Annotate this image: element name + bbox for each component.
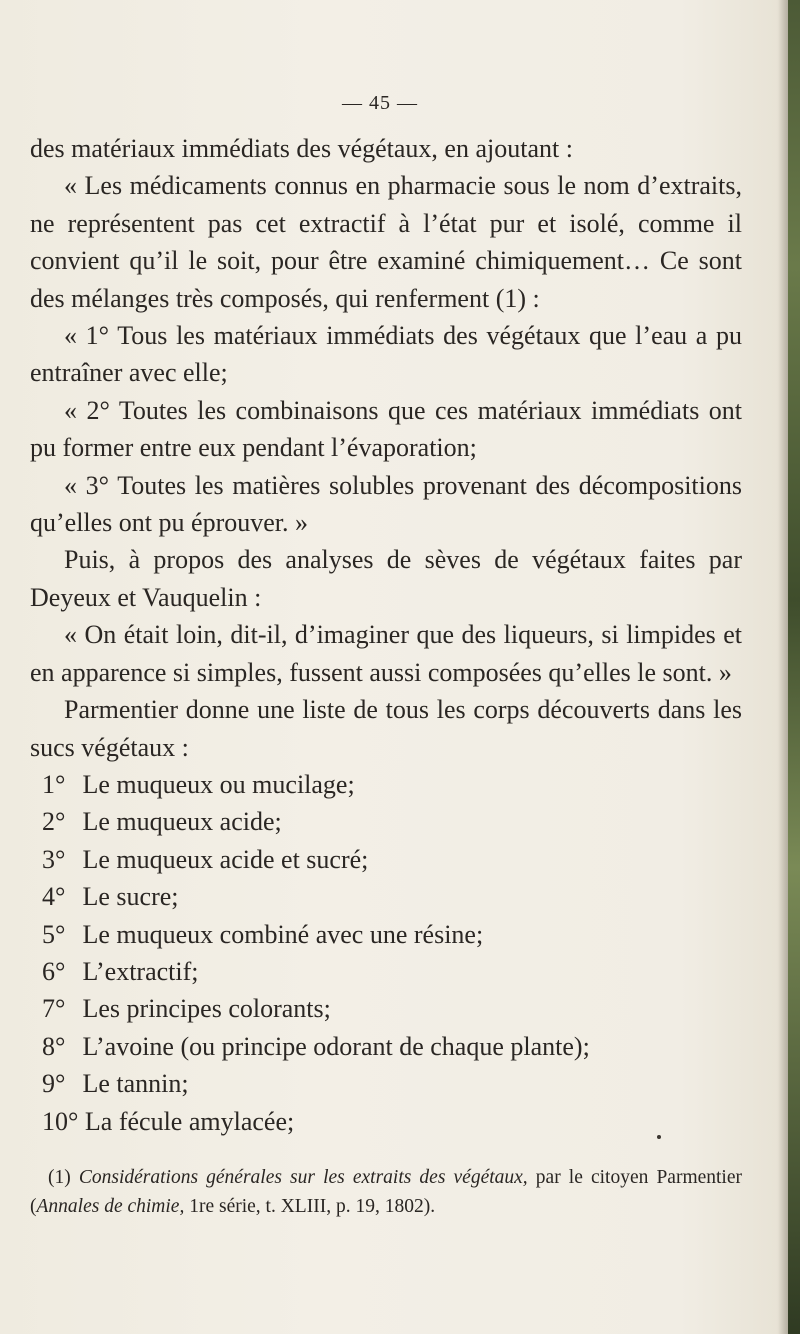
paragraph: « Les médicaments connus en pharmacie sous le nom d’extraits, ne représentent pas cet extractif à l’état pur et isolé, comme il convient qu’il le soit, pour être examiné chimiquement… Ce sont des mélanges très composés, qui renferment (1) : <box>30 171 742 313</box>
list-text: Les principes colorants; <box>82 994 331 1024</box>
footnote <box>30 1163 742 1221</box>
paragraph: « On était loin, dit-il, d’imaginer que des liqueurs, si limpides et en apparence si simples, fussent aussi composées qu’elles le sont. » <box>30 620 742 687</box>
list-text: Le tannin; <box>82 1069 189 1099</box>
ink-speck <box>657 1135 661 1139</box>
list-number: 4° <box>42 882 66 912</box>
list-item <box>30 803 742 840</box>
list-item <box>30 1103 742 1140</box>
list-number: 9° <box>42 1069 66 1099</box>
paragraph: « 2° Toutes les combinaisons que ces matériaux immédiats ont pu former entre eux pendant l’évaporation; <box>30 395 742 463</box>
list-number: 5° <box>42 919 66 949</box>
list-number: 8° <box>42 1031 66 1061</box>
list-text: Le muqueux combiné avec une résine; <box>82 919 484 949</box>
page-edge-shadow <box>778 0 788 1334</box>
list-item <box>30 1065 742 1102</box>
list-text: La fécule amylacée; <box>84 1106 295 1136</box>
list-number: 7° <box>42 994 66 1024</box>
list-text: Le muqueux acide; <box>82 807 282 837</box>
list-item <box>30 878 742 915</box>
paragraph: Parmentier donne une liste de tous les corps découverts dans les sucs végétaux : <box>30 695 742 762</box>
footnote-text: par le citoyen Parmentier ( <box>30 1167 743 1217</box>
list-number: 10° <box>42 1106 79 1136</box>
list-text: L’extractif; <box>82 956 199 986</box>
list-text: L’avoine (ou principe odorant de chaque plante); <box>82 1031 590 1061</box>
list-item <box>30 916 742 953</box>
paragraph: Puis, à propos des analyses de sèves de végétaux faites par Deyeux et Vauquelin : <box>30 545 742 612</box>
list-item <box>30 1028 742 1065</box>
footnote-journal: Annales de chimie, <box>36 1196 185 1217</box>
footnote-marker: (1) <box>48 1167 71 1188</box>
list-number: 2° <box>42 807 66 837</box>
footnote-text: 1re série, t. XLIII, p. 19, 1802). <box>184 1196 436 1217</box>
body-text <box>30 130 742 1140</box>
paragraph: « 3° Toutes les matières solubles provenant des décompositions qu’elles ont pu éprouver. » <box>30 470 742 538</box>
book-cover-edge <box>788 0 800 1334</box>
list-item <box>30 841 742 878</box>
page-number: — 45 — <box>342 92 418 114</box>
list-text: Le sucre; <box>82 882 179 912</box>
paragraph: « 1° Tous les matériaux immédiats des végétaux que l’eau a pu entraîner avec elle; <box>30 321 742 388</box>
list-text: Le muqueux ou mucilage; <box>82 769 355 799</box>
list-item <box>30 990 742 1027</box>
paragraph: des matériaux immédiats des végétaux, en ajoutant : <box>30 134 573 163</box>
list-item <box>30 766 742 803</box>
substance-list <box>30 766 742 1140</box>
footnote-title: Considérations générales sur les extraits des végétaux, <box>78 1167 528 1188</box>
list-item <box>30 953 742 990</box>
list-number: 1° <box>42 769 66 799</box>
list-number: 3° <box>42 844 66 874</box>
list-text: Le muqueux acide et sucré; <box>82 844 369 874</box>
list-number: 6° <box>42 956 66 986</box>
